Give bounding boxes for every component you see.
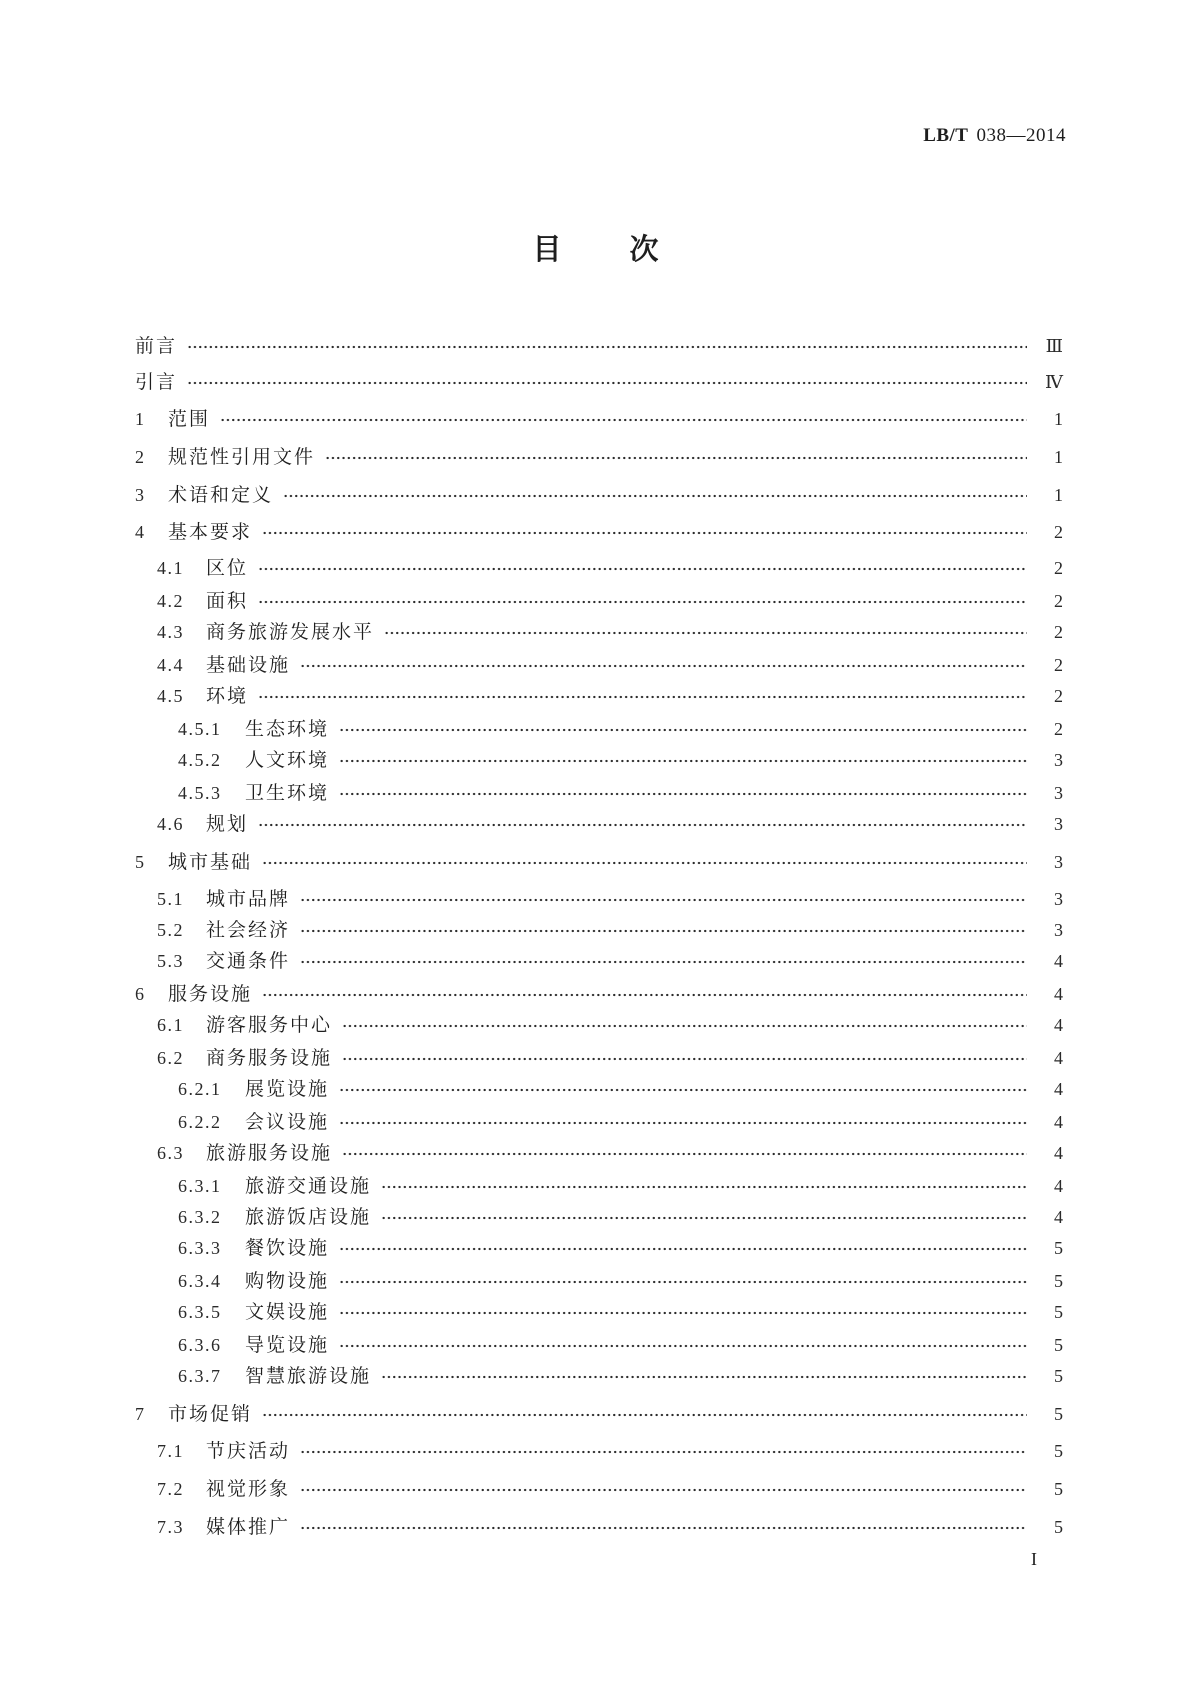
toc-entry-number: 3 <box>135 485 146 505</box>
toc-entry-number: 4.6 <box>157 814 184 834</box>
toc-dot-leader <box>342 1140 1027 1166</box>
toc-entry-title: 引言 <box>135 371 178 393</box>
toc-entry-title: 视觉形象 <box>206 1478 291 1500</box>
toc-dot-leader <box>300 917 1027 943</box>
toc-entry-title: 餐饮设施 <box>245 1237 330 1259</box>
toc-entry-page: Ⅳ <box>1045 372 1063 392</box>
standard-code <box>923 124 1066 148</box>
toc-entry <box>178 1204 1063 1230</box>
toc-entry-page: 5 <box>1054 1302 1063 1322</box>
toc-entry-page: 4 <box>1054 1112 1063 1132</box>
toc-entry <box>157 1140 1063 1166</box>
toc-entry-title: 媒体推广 <box>206 1516 291 1538</box>
toc-dot-leader <box>262 1401 1027 1427</box>
toc-entry-page: 5 <box>1054 1271 1063 1291</box>
toc-entry <box>135 406 1063 432</box>
toc-dot-leader <box>339 1076 1027 1102</box>
toc-entry-number: 2 <box>135 447 146 467</box>
toc-entry <box>178 1268 1063 1294</box>
toc-entry-page: 5 <box>1054 1441 1063 1461</box>
toc-entry <box>157 588 1063 614</box>
toc-entry-number: 7 <box>135 1404 146 1424</box>
toc-entry-title: 面积 <box>206 590 249 612</box>
toc-entry-page: 4 <box>1054 1176 1063 1196</box>
toc-entry <box>157 1012 1063 1038</box>
toc-dot-leader <box>339 716 1027 742</box>
toc-entry <box>178 1299 1063 1325</box>
toc-entry-number: 1 <box>135 409 146 429</box>
toc-entry-title: 范围 <box>168 408 211 430</box>
toc-entry <box>135 1401 1063 1427</box>
toc-entry <box>135 981 1063 1007</box>
toc-entry-number: 6.3.5 <box>178 1302 222 1322</box>
toc-dot-leader <box>325 444 1027 470</box>
toc-entry-title: 导览设施 <box>245 1334 330 1356</box>
toc-entry-title: 商务旅游发展水平 <box>206 621 375 643</box>
toc-entry-page: 1 <box>1054 447 1063 467</box>
toc-entry <box>178 716 1063 742</box>
toc-dot-leader <box>258 588 1027 614</box>
toc-entry-title: 服务设施 <box>168 983 253 1005</box>
toc-entry-page: 5 <box>1054 1366 1063 1386</box>
toc-entry-title: 智慧旅游设施 <box>245 1365 372 1387</box>
toc-dot-leader <box>300 886 1027 912</box>
toc-entry-number: 4.3 <box>157 622 184 642</box>
toc-entry-number: 6.2 <box>157 1048 184 1068</box>
toc-entry <box>178 1173 1063 1199</box>
toc-entry-page: 5 <box>1054 1517 1063 1537</box>
toc-entry-page: 2 <box>1054 719 1063 739</box>
toc-entry-number: 6 <box>135 984 146 1004</box>
toc-entry-title: 文娱设施 <box>245 1301 330 1323</box>
toc-entry-title: 旅游服务设施 <box>206 1142 333 1164</box>
toc-entry-title: 市场促销 <box>168 1403 253 1425</box>
toc-dot-leader <box>342 1012 1027 1038</box>
toc-entry-number: 6.1 <box>157 1015 184 1035</box>
toc-entry-page: 3 <box>1054 889 1063 909</box>
toc-entry-number: 4.5.1 <box>178 719 222 739</box>
toc-dot-leader <box>258 683 1027 709</box>
toc-dot-leader <box>339 1109 1027 1135</box>
toc-entry-title: 旅游交通设施 <box>245 1175 372 1197</box>
toc-entry-title: 区位 <box>206 557 249 579</box>
toc-dot-leader <box>381 1204 1027 1230</box>
toc-entry-page: 2 <box>1054 591 1063 611</box>
toc-entry-page: 1 <box>1054 485 1063 505</box>
toc-entry-page: 4 <box>1054 1079 1063 1099</box>
toc-entry <box>157 1438 1063 1464</box>
toc-entry-title: 术语和定义 <box>168 484 274 506</box>
toc-entry-title: 购物设施 <box>245 1270 330 1292</box>
toc-entry <box>157 652 1063 678</box>
toc-dot-leader <box>339 747 1027 773</box>
toc-entry-number: 7.1 <box>157 1441 184 1461</box>
toc-entry-number: 4 <box>135 522 146 542</box>
toc-dot-leader <box>384 619 1027 645</box>
standard-code-prefix: LB/T <box>923 125 969 146</box>
toc-dot-leader <box>300 1514 1027 1540</box>
toc-entry-page: 3 <box>1054 783 1063 803</box>
standard-code-number: 038—2014 <box>976 125 1066 146</box>
toc-entry-title: 前言 <box>135 335 178 357</box>
toc-entry-page: 4 <box>1054 1143 1063 1163</box>
toc-entry-page: Ⅲ <box>1045 336 1063 356</box>
toc-entry <box>178 747 1063 773</box>
toc-entry-page: 4 <box>1054 951 1063 971</box>
toc-dot-leader <box>339 1332 1027 1358</box>
toc-entry-page: 4 <box>1054 984 1063 1004</box>
toc-entry-title: 规划 <box>206 813 249 835</box>
toc-dot-leader <box>339 780 1027 806</box>
toc-entry <box>178 1332 1063 1358</box>
toc-entry-title: 交通条件 <box>206 950 291 972</box>
toc-entry <box>135 849 1063 875</box>
toc-entry-page: 2 <box>1054 522 1063 542</box>
toc-entry <box>178 1235 1063 1261</box>
toc-entry-title: 基本要求 <box>168 521 253 543</box>
toc-entry <box>135 369 1063 395</box>
toc-entry-page: 1 <box>1054 409 1063 429</box>
toc-entry-title: 卫生环境 <box>245 782 330 804</box>
toc-entry-title: 生态环境 <box>245 718 330 740</box>
toc-entry <box>135 519 1063 545</box>
toc-entry <box>157 555 1063 581</box>
toc-dot-leader <box>262 849 1027 875</box>
toc-entry-page: 5 <box>1054 1479 1063 1499</box>
toc-entry-page: 2 <box>1054 686 1063 706</box>
toc-entry-title: 会议设施 <box>245 1111 330 1133</box>
toc-entry <box>135 333 1063 359</box>
toc-entry-number: 4.4 <box>157 655 184 675</box>
toc-entry-number: 4.5.3 <box>178 783 222 803</box>
toc-entry <box>178 1076 1063 1102</box>
toc-entry-page: 4 <box>1054 1015 1063 1035</box>
toc-entry-title: 节庆活动 <box>206 1440 291 1462</box>
toc-entry <box>157 811 1063 837</box>
toc-entry-page: 3 <box>1054 852 1063 872</box>
toc-entry-title: 城市品牌 <box>206 888 291 910</box>
toc-entry-number: 5.1 <box>157 889 184 909</box>
toc-entry-page: 4 <box>1054 1207 1063 1227</box>
toc-dot-leader <box>381 1363 1027 1389</box>
toc-entry <box>157 683 1063 709</box>
toc-dot-leader <box>339 1235 1027 1261</box>
toc-entry-title: 展览设施 <box>245 1078 330 1100</box>
toc-entry-number: 6.3.3 <box>178 1238 222 1258</box>
toc-entry <box>178 1363 1063 1389</box>
toc-dot-leader <box>300 1476 1027 1502</box>
toc-dot-leader <box>258 811 1027 837</box>
toc-entry-title: 旅游饭店设施 <box>245 1206 372 1228</box>
toc-entry-number: 4.5 <box>157 686 184 706</box>
toc-dot-leader <box>258 555 1027 581</box>
toc-entry-page: 2 <box>1054 655 1063 675</box>
toc-heading: 目 次 <box>532 232 659 266</box>
toc-entry <box>135 444 1063 470</box>
toc-entry <box>157 1476 1063 1502</box>
toc-entry-number: 6.3.1 <box>178 1176 222 1196</box>
toc-entry-title: 人文环境 <box>245 749 330 771</box>
toc-entry-page: 5 <box>1054 1404 1063 1424</box>
toc-dot-leader <box>339 1268 1027 1294</box>
toc-entry <box>135 482 1063 508</box>
toc-dot-leader <box>262 519 1027 545</box>
toc-entry-title: 社会经济 <box>206 919 291 941</box>
toc-entry-title: 基础设施 <box>206 654 291 676</box>
toc-entry-title: 商务服务设施 <box>206 1047 333 1069</box>
toc-entry <box>157 1514 1063 1540</box>
toc-dot-leader <box>187 369 1027 395</box>
toc-entry-title: 环境 <box>206 685 249 707</box>
toc-entry <box>178 780 1063 806</box>
toc-entry-number: 6.2.1 <box>178 1079 222 1099</box>
toc-entry-number: 6.3.7 <box>178 1366 222 1386</box>
toc-entry <box>178 1109 1063 1135</box>
toc-entry <box>157 948 1063 974</box>
toc-entry <box>157 1045 1063 1071</box>
toc-entry-number: 6.2.2 <box>178 1112 222 1132</box>
toc-entry-title: 城市基础 <box>168 851 253 873</box>
toc-entry-number: 5.2 <box>157 920 184 940</box>
toc-entry-number: 4.1 <box>157 558 184 578</box>
toc-entry <box>157 917 1063 943</box>
toc-entry-page: 2 <box>1054 558 1063 578</box>
toc-entry-number: 6.3.6 <box>178 1335 222 1355</box>
toc-entry-page: 2 <box>1054 622 1063 642</box>
toc-entry-number: 5.3 <box>157 951 184 971</box>
toc-entry-number: 7.2 <box>157 1479 184 1499</box>
toc-entry-number: 4.5.2 <box>178 750 222 770</box>
toc-dot-leader <box>220 406 1027 432</box>
toc-entry-page: 4 <box>1054 1048 1063 1068</box>
toc-dot-leader <box>187 333 1027 359</box>
toc-dot-leader <box>381 1173 1027 1199</box>
toc-dot-leader <box>300 1438 1027 1464</box>
page-number: I <box>1031 1549 1037 1569</box>
toc-entry-title: 游客服务中心 <box>206 1014 333 1036</box>
toc-entry-page: 5 <box>1054 1238 1063 1258</box>
toc-entry-page: 3 <box>1054 750 1063 770</box>
toc-entry-number: 7.3 <box>157 1517 184 1537</box>
toc-entry-number: 6.3 <box>157 1143 184 1163</box>
toc-entry-title: 规范性引用文件 <box>168 446 316 468</box>
toc-entry <box>157 619 1063 645</box>
toc-entry-number: 6.3.2 <box>178 1207 222 1227</box>
toc-entry-number: 5 <box>135 852 146 872</box>
toc-entry-page: 3 <box>1054 814 1063 834</box>
toc-entry-page: 3 <box>1054 920 1063 940</box>
toc-dot-leader <box>300 652 1027 678</box>
toc-dot-leader <box>283 482 1027 508</box>
toc-dot-leader <box>339 1299 1027 1325</box>
toc-dot-leader <box>342 1045 1027 1071</box>
toc-entry-number: 4.2 <box>157 591 184 611</box>
toc-entry-number: 6.3.4 <box>178 1271 222 1291</box>
toc-dot-leader <box>300 948 1027 974</box>
toc-entry <box>157 886 1063 912</box>
toc-dot-leader <box>262 981 1027 1007</box>
toc-entry-page: 5 <box>1054 1335 1063 1355</box>
